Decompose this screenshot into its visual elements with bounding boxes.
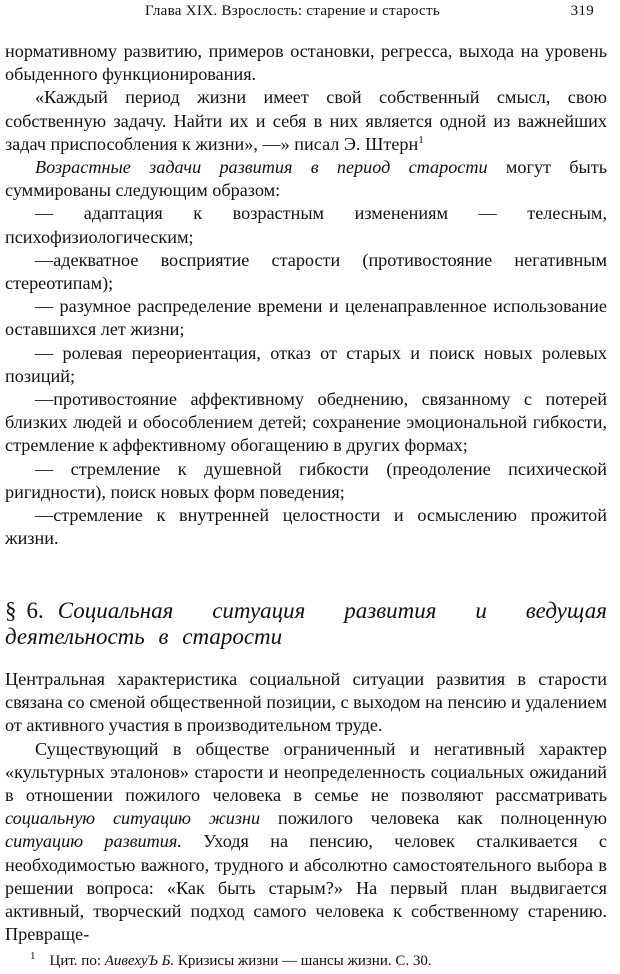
- footnote-reference: 1: [418, 133, 424, 146]
- list-item: —стремление к внутренней целостности и осмыслению прожитой жизни.: [5, 505, 607, 549]
- stern-quote-paragraph: [5, 86, 607, 156]
- footnote-author: АивехуЪ Б.: [104, 953, 175, 969]
- footnote-source: Кризисы жизни — шансы жизни. С. 30.: [174, 953, 432, 969]
- list-item: —адекватное восприятие старости (противостояние негативным стереотипам);: [5, 249, 607, 294]
- page-number: 319: [570, 3, 594, 19]
- section-body: [5, 668, 607, 946]
- running-header: [0, 1, 620, 25]
- list-item: — стремление к душевной гибкости (преодоление психической ригидности), поиск новых форм поведения;: [5, 458, 607, 502]
- footnote-mark: 1: [30, 950, 36, 962]
- footnote-prefix: Цит. по:: [49, 953, 105, 969]
- text-run: Уходя на пенсию, человек сталкивается с необходимостью важного, трудного и абсолютно самостоятельного выбора в решении вопроса: «Как быть старым?» На первый план выдвигается активный, творческий подход самого человека к собственному старению. Превраще-: [5, 831, 607, 945]
- list-item: — ролевая переориентация, отказ от старых и поиск новых ролевых позиций;: [5, 342, 607, 386]
- paragraph: нормативному развитию, примеров остановки, регресса, выхода на уровень обыденного функционирования.: [5, 41, 607, 85]
- running-title: Глава XIX. Взрослость: старение и старость: [145, 3, 440, 19]
- italic-term: социальную ситуацию жизни: [5, 808, 261, 829]
- section-sign: §: [5, 598, 17, 623]
- tasks-intro-paragraph: [5, 156, 607, 202]
- section-heading: [5, 598, 607, 650]
- text-run: Существующий в обществе ограниченный и негативный характер «культурных эталонов» старости и неопределенность социальных ожиданий в отношении пожилого человека в семье не позволяют рассматривать: [5, 738, 607, 806]
- list-item: — разумное распределение времени и целенаправленное использование оставшихся лет жизни;: [5, 296, 607, 340]
- text-run: пожилого человека как полноценную: [260, 808, 607, 829]
- quote-text: «Каждый период жизни имеет свой собственный смысл, свою собственную задачу. Найти их и себя в них является одной из важнейших задач приспособления к жизни», —» писал Э. Штерн: [5, 87, 607, 154]
- italic-term: ситуацию развития.: [5, 831, 182, 852]
- section-title: Социальная ситуация развития и ведущая деятельность в старости: [5, 598, 607, 649]
- section-number: 6.: [26, 598, 44, 623]
- body-text: [5, 40, 607, 550]
- intro-text: могут быть суммированы следующим образом:: [5, 157, 607, 201]
- footnote: [30, 947, 600, 970]
- list-item: —противостояние аффективному обеднению, связанному с потерей близких людей и обособлением детей; сохранение эмоциональной гибкости, стремление к аффективному обогащению в других формах;: [5, 389, 607, 456]
- list-item: — адаптация к возрастным изменениям — телесным, психофизиологическим;: [5, 203, 607, 247]
- italic-term: Возрастные задачи развития в период старости: [35, 157, 488, 178]
- paragraph: [5, 738, 607, 947]
- paragraph: Центральная характеристика социальной ситуации развития в старости связана со сменой общественной позиции, с выходом на пенсию и удалением от активного участия в производительном труде.: [5, 669, 607, 736]
